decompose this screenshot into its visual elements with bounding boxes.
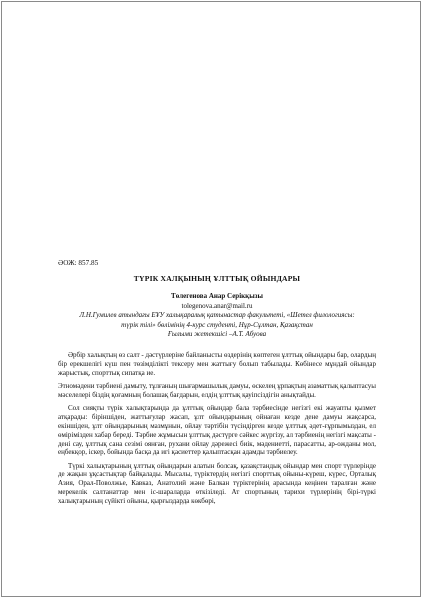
affiliation-line-1: Л.Н.Гумилев атындағы ЕҰУ халықаралық қатынастар факультеті, «Шетел филологиясы:: [79, 311, 355, 320]
paragraph: Этномәдени тәрбиені дамыту, тұлғаның шығармашылық дамуы, өскелең ұрпақтың азаматтық қалыптасуы мәселелері біздің қоғамның болашақ бағдарын, елдің ұлттық қауіпсіздігін анықтайды.: [58, 381, 376, 399]
supervisor: Ғылыми жетекшісі –А.Т. Абуова: [167, 330, 267, 339]
author-name: Төлегенова Анар Серікқызы: [171, 292, 263, 300]
paragraph: Сол сияқты түрік халықтарында да ұлттық ойындар бала тәрбиесінде негізгі екі жауапты қызмет атқарады: біріншіден, жаттығулар жасап, ұлт ойындарының ойнаған кезде дене дамуы жақсарса, екіншіден, ұлт ойындарының мазмұнын, ойлау тәртібін түсіндірген кезде ұлттық әдет-ғұрпымыздан, ел өмірімізден хабар береді. Тәрбие жұмысын ұлттық дәстүрге сәйкес жүргізу, ал тәрбиенің негізгі мақсаты - дені сау, ұлттық сана сезімі оянған, рухани ойлау дәрежесі биік, мәдениетті, парасатты, ар-ожданы мол, еңбекқор, іскер, бойында басқа да игі қасиеттер қалыптасқан адамды тәрбиелеу.: [58, 403, 376, 457]
author-block: [58, 292, 376, 340]
udc-code: ӘОЖ: 857.85: [58, 259, 99, 267]
paragraph: Әрбір халықтың өз салт - дәстүрлеріне байланысты өздерінің көптеген ұлттық ойындары бар, олардың бір ерекшелігі күш пен төзімділікті тексеру мен жаттығу болып табылады. Көбінесе мұндай ойындар жарыстық, спорттық сипатқа ие.: [58, 351, 376, 377]
author-email: tolegenova.anar@mail.ru: [181, 301, 253, 310]
article-body: [58, 351, 376, 510]
article-title: ТҮРІК ХАЛҚЫНЫҢ ҰЛТТЫҚ ОЙЫНДАРЫ: [133, 274, 301, 283]
affiliation-line-2: түрік тілі» бөлімінің 4-курс студенті, Нұр-Сұлтан, Қазақстан: [121, 320, 313, 329]
paragraph: Түркі халықтарының ұлттық ойындарын алатын болсақ, қазақстандық ойындар мен спорт түрлерінде де жақын ұқсастықтар байқалады. Мысалы, түріктердің негізгі спорттық ойыны-күреш, күрес, Орталық Азия, Орал-Поволжье, Кавказ, Анатолий және Балкан түріктерінің арасында кеңінен таралған және мерекелік салтанаттар мен іс-шараларда өткізіледі. Ат спортының тарихи түрлерінің бірі-түркі халықтарының сүйікті ойыны, қырғыздарда көкбөрі,: [58, 461, 376, 506]
